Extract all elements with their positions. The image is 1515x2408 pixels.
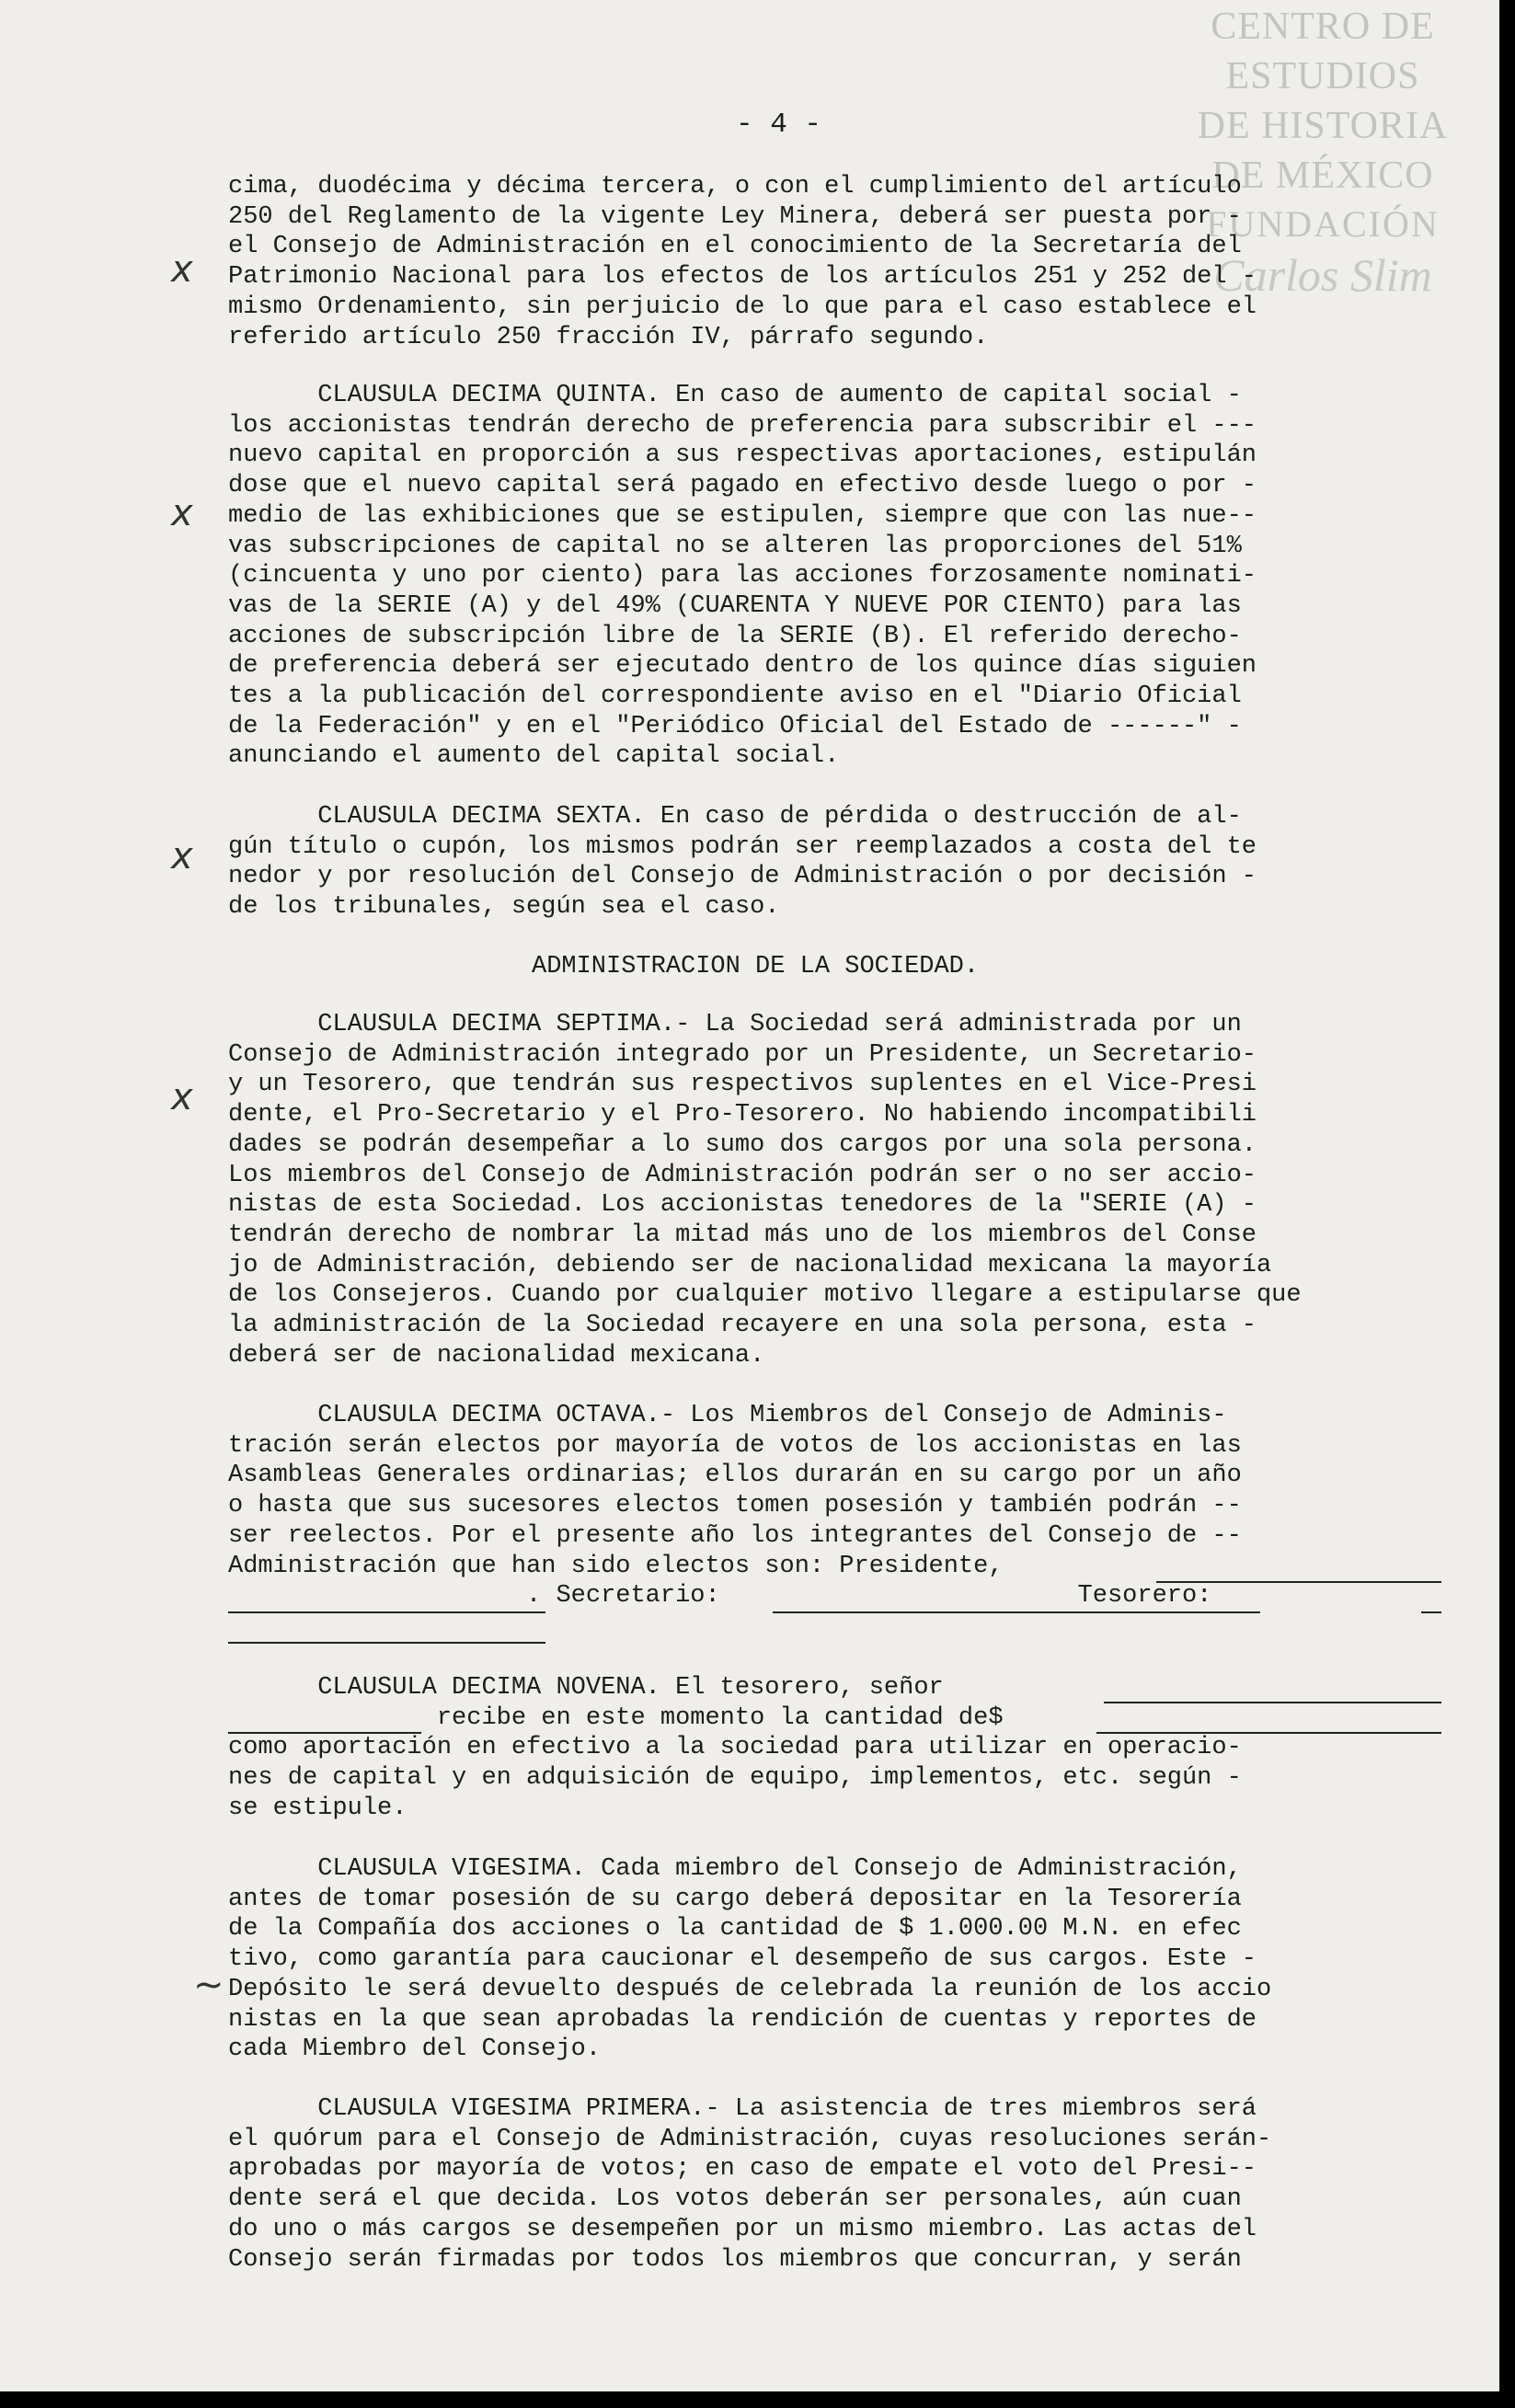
tesorero-blank-line-2 — [228, 1642, 545, 1644]
margin-dash-mark: ~ — [193, 1964, 224, 2006]
paragraph-clausula-vigesima-primera: CLAUSULA VIGESIMA PRIMERA.- La asistencia de tres miembros será el quórum para el Consejo de Administración, cuyas resoluciones serán- aprobadas por mayoría de votos; en caso de empate el voto del Presi-- dente será el que decida. Los votos deberán ser personales, aún cuan do uno o más cargos se desempeñen por un mismo miembro. Las actas del Consejo serán firmadas por todos los miembros que concurran, y serán — [228, 2095, 1272, 2274]
watermark-line-5: FUNDACIÓN — [1206, 203, 1440, 245]
watermark-signature: Carlos Slim — [1213, 249, 1432, 301]
paragraph-clausula-vigesima: CLAUSULA VIGESIMA. Cada miembro del Consejo de Administración, antes de tomar posesión de su cargo deberá depositar en la Tesorería de la Compañía dos acciones o la cantidad de $ 1.000.00 M.N. en efec tivo, como garantía para caucionar el desempeño de sus cargos. Este - Depósito le será devuelto después de celebrada la reunión de los accio nistas en la que sean aprobadas la rendición de cuentas y reportes de cada Miembro del Consejo. — [228, 1855, 1272, 2064]
section-heading-administracion: ADMINISTRACION DE LA SOCIEDAD. — [532, 953, 980, 980]
paragraph-clausula-decima-novena: CLAUSULA DECIMA NOVENA. El tesorero, señor recibe en este momento la cantidad de$ como aportación en efectivo a la sociedad para utilizar en operacio- nes de capital y en adquisición de equipo, implementos, etc. según - se estipule. — [228, 1674, 1242, 1822]
presidente-blank-line — [1156, 1581, 1441, 1583]
paragraph-clausula-decima-quinta: CLAUSULA DECIMA QUINTA. En caso de aumento de capital social - los accionistas tendrán derecho de preferencia para subscribir el --- nuevo capital en proporción a sus respectivas aportaciones, estipulán dose que el nuevo capital será pagado en efectivo desde luego o por - medio de las exhibiciones que se estipulen, siempre que con las nue-- vas subscripciones de capital no se alteren las proporciones del 51% (cincuenta y uno por ciento) para las acciones forzosamente nominati- vas de la SERIE (A) y del 49% (CUARENTA Y NUEVE POR CIENTO) para las acciones de subscripción libre de la SERIE (B). El referido derecho- de preferencia deberá ser ejecutado dentro de los quince días siguien tes a la publicación del correspondiente aviso en el "Diario Oficial de la Federación" y en el "Periódico Oficial del Estado de ------" - anunciando el aumento del capital social. — [228, 382, 1257, 771]
watermark-line-4: DE MÉXICO — [1211, 155, 1434, 197]
watermark-line-1: CENTRO DE — [1211, 6, 1435, 48]
tesorero-name-blank-line — [1104, 1702, 1441, 1703]
margin-check-mark-1: x — [171, 248, 193, 291]
tesorero-blank-line — [1421, 1611, 1441, 1613]
paragraph-clausula-decima-octava: CLAUSULA DECIMA OCTAVA.- Los Miembros del Consejo de Adminis- tración serán electos por mayoría de votos de los accionistas en las Asambleas Generales ordinarias; ellos durarán en su cargo por un año o hasta que sus sucesores electos tomen posesión y también podrán -- ser reelectos. Por el presente año los integrantes del Consejo de -- Administración que han sido electos son: Presidente, . Secretario: Tesorero: — [228, 1402, 1242, 1611]
page-number: - 4 - — [736, 109, 822, 141]
margin-check-mark-2: x — [171, 492, 193, 534]
margin-check-mark-3: x — [171, 835, 193, 877]
secretario-blank-line — [773, 1611, 1260, 1613]
paragraph-clausula-decima-septima: CLAUSULA DECIMA SEPTIMA.- La Sociedad será administrada por un Consejo de Administración integrado por un Presidente, un Secretario- y un Tesorero, que tendrán sus respectivos suplentes en el Vice-Presi dente, el Pro-Secretario y el Pro-Tesorero. No habiendo incompatibili dades se podrán desempeñar a lo sumo dos cargos por una sola persona. Los miembros del Consejo de Administración podrán ser o no ser accio- nistas de esta Sociedad. Los accionistas tenedores de la "SERIE (A) - tendrán derecho de nombrar la mitad más uno de los miembros del Conse jo de Administración, debiendo ser de nacionalidad mexicana la mayoría de los Consejeros. Cuando por cualquier motivo llegare a estipularse que la administración de la Sociedad recayere en una sola persona, esta - deberá ser de nacionalidad mexicana. — [228, 1011, 1302, 1370]
watermark-line-3: DE HISTORIA — [1197, 105, 1449, 147]
paragraph-clausula-continuation: cima, duodécima y décima tercera, o con el cumplimiento del artículo 250 del Reglamento de la vigente Ley Minera, deberá ser puesta por - el Consejo de Administración en el conocimiento de la Secretaría del Patrimonio Nacional para los efectos de los artículos 251 y 252 del - mismo Ordenamiento, sin perjuicio de lo que para el caso establece el referido artículo 250 fracción IV, párrafo segundo. — [228, 173, 1257, 351]
margin-check-mark-4: x — [171, 1076, 193, 1118]
presidente-blank-line-2 — [228, 1611, 545, 1613]
watermark-line-2: ESTUDIOS — [1225, 55, 1420, 97]
cantidad-blank-line — [1096, 1732, 1441, 1734]
tesorero-name-blank-line-2 — [228, 1732, 421, 1734]
paragraph-clausula-decima-sexta: CLAUSULA DECIMA SEXTA. En caso de pérdida o destrucción de al- gún título o cupón, los mismos podrán ser reemplazados a costa del te nedor y por resolución del Consejo de Administración o por decisión - de los tribunales, según sea el caso. — [228, 803, 1257, 922]
